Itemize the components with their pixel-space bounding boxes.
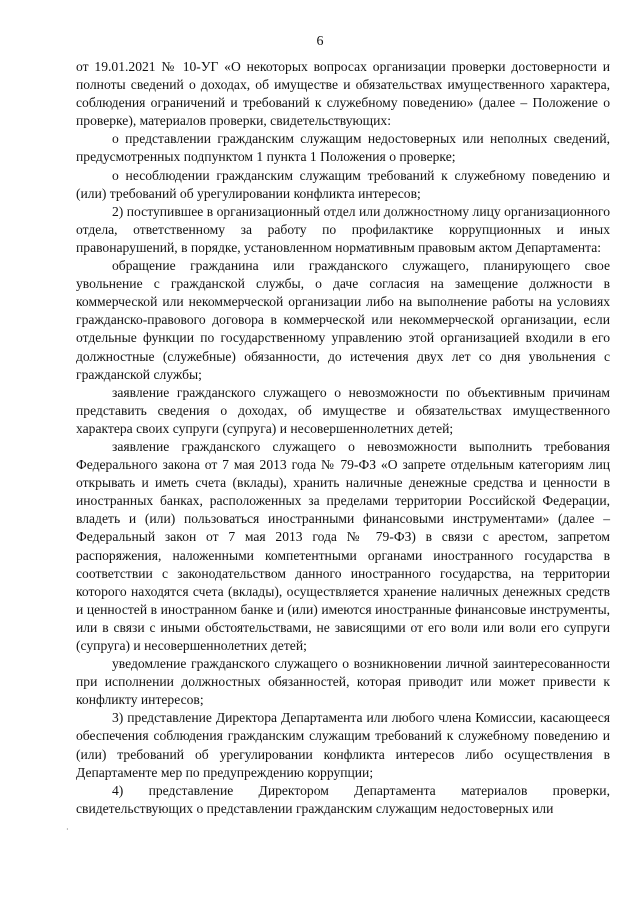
paragraph: 4) представление Директором Департамента материалов проверки, свидетельствующих о представлении гражданским служащим недостоверных или — [76, 782, 610, 816]
body-text — [76, 58, 610, 818]
paragraph: заявление гражданского служащего о невозможности по объективным причинам представить сведения о доходах, об имуществе и обязательствах имущественного характера своих супруги (супруга) и несовершеннолетних детей; — [76, 384, 610, 436]
paragraph: от 19.01.2021 № 10-УГ «О некоторых вопросах организации проверки достоверности и полноты сведений о доходах, об имуществе и обязательствах имущественного характера, соблюдения ограничений и требований к служебному поведению» (далее – Положение о проверке), материалов проверки, свидетельствующих: — [76, 59, 610, 129]
paragraph: о представлении гражданским служащим недостоверных или неполных сведений, предусмотренных подпунктом 1 пункта 1 Положения о проверке; — [76, 131, 610, 165]
paragraph: 3) представление Директора Департамента или любого члена Комиссии, касающееся обеспечения соблюдения гражданским служащим требований к служебному поведению и (или) требований об урегулировании конфликта интересов либо осуществления в Департаменте мер по предупреждению коррупции; — [76, 710, 610, 780]
paragraph: обращение гражданина или гражданского служащего, планирующего свое увольнение с гражданской службы, о даче согласия на замещение должности в коммерческой или некоммерческой организации либо на выполнение работы на условиях гражданско-правового договора в коммерческой или некоммерческой организации, если отдельные функции по государственному управлению этой организацией входили в его должностные (служебные) обязанности, до истечения двух лет со дня увольнения с гражданской службы; — [76, 258, 610, 382]
paragraph: заявление гражданского служащего о невозможности выполнить требования Федерального закона от 7 мая 2013 года № 79-ФЗ «О запрете отдельным категориям лиц открывать и иметь счета (вклады), хранить наличные денежные средства и ценности в иностранных банках, расположенных за пределами территории Российской Федерации, владеть и (или) пользоваться иностранными финансовыми инструментами» (далее – Федеральный закон от 7 мая 2013 года № 79-ФЗ) в связи с арестом, запретом распоряжения, наложенными компетентными органами иностранного государства в соответствии с законодательством данного иностранного государства, на территории которого находятся счета (вклады), осуществляется хранение наличных денежных средств и ценностей в иностранном банке и (или) имеются иностранные финансовые инструменты, или в связи с иными обстоятельствами, не зависящими от его воли или воли его супруги (супруга) и несовершеннолетних детей; — [76, 438, 610, 653]
paragraph: 2) поступившее в организационный отдел или должностному лицу организационного отдела, ответственному за работу по профилактике коррупционных и иных правонарушений, в порядке, установленном нормативным правовым актом Департамента: — [76, 203, 610, 255]
page-number: 6 — [316, 34, 324, 49]
margin-mark: · — [66, 825, 69, 834]
paragraph: уведомление гражданского служащего о возникновении личной заинтересованности при исполнении должностных обязанностей, которая приводит или может привести к конфликту интересов; — [76, 656, 610, 708]
paragraph: о несоблюдении гражданским служащим требований к служебному поведению и (или) требований об урегулировании конфликта интересов; — [76, 167, 610, 201]
